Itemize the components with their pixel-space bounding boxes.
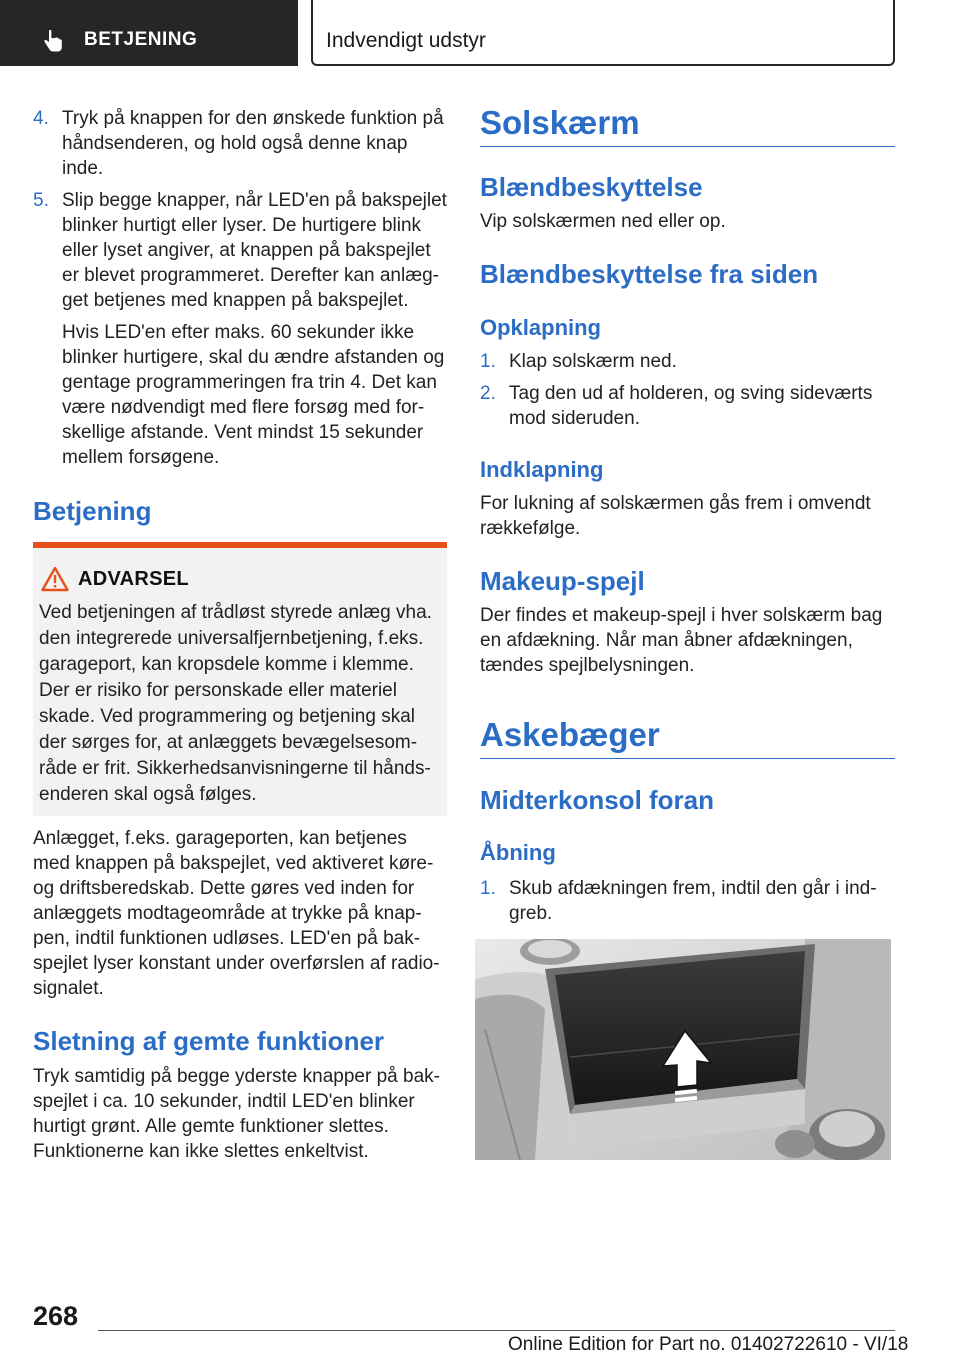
heading-indklapning: Indklapning xyxy=(480,457,604,482)
step-text: Tag den ud af holderen, og sving sideværts mod sideruden. xyxy=(509,383,873,429)
heading-midterkonsol: Midterkonsol foran xyxy=(480,785,715,815)
section-tab xyxy=(0,0,298,66)
step-number: 5. xyxy=(33,190,49,211)
step-text: Skub afdækningen frem, indtil den går i ind‐ greb. xyxy=(509,878,877,924)
paragraph-sletning: Tryk samtidig på begge yderste knapper på bak‐ spejlet i ca. 10 sekunder, indtil LED'en blinker hurtigt grønt. Alle gemte funktioner slettes. Funktionerne kan ikke slettes enkeltvist. xyxy=(33,1066,440,1162)
heading-rule xyxy=(480,758,895,759)
warning-text: Ved betjeningen af trådløst styrede anlæg vha. den integrerede universalfjernbetjening, f.eks. garageport, kan kropsdele komme i klemme. Der er risiko for personskade eller materiel skade. Ved programmering og betjening skal der sørges for, at anlæggets bevægelsesom‐ råde er frit. Sikkerhedsanvisningerne til hånds‐ enderen skal også følges. xyxy=(39,602,432,805)
heading-askebaeger: Askebæger xyxy=(480,716,660,753)
paragraph-indklapning: For lukning af solskærmen gås frem i omvendt rækkefølge. xyxy=(480,493,871,539)
step-text: Slip begge knapper, når LED'en på bakspejlet blinker hurtigt eller lyser. De hurtigere blink eller lyset angiver, at knappen på bakspejlet er blevet programmeret. Derefter kan anlæg‐ get betjenes med knappen på bakspejlet. xyxy=(62,190,447,311)
footer-rule xyxy=(98,1330,895,1331)
paragraph-blaend: Vip solskærmen ned eller op. xyxy=(480,211,726,232)
warning-title: ADVARSEL xyxy=(78,568,189,590)
footer-edition: Online Edition for Part no. 01402722610 - VI/18 xyxy=(508,1334,909,1355)
step-number: 4. xyxy=(33,108,49,129)
heading-betjening: Betjening xyxy=(33,496,152,526)
heading-blaendbeskyttelse: Blændbeskyttelse xyxy=(480,172,703,202)
paragraph-anlaeg: Anlægget, f.eks. garageporten, kan betjenes med knappen på bakspejlet, ved aktiveret køre‐ og driftsberedskab. Dette gøres ved inden for anlæggets modtageområde at trykke på knap‐ pen, indtil funktionen udløses. LED'en på bak‐ spejlet lyser konstant under overførslen af radio‐ signalet. xyxy=(33,828,440,999)
step-text: Klap solskærm ned. xyxy=(509,351,677,372)
warning-box xyxy=(33,542,447,816)
step-number: 2. xyxy=(480,383,496,404)
section-title: BETJENING xyxy=(84,29,198,50)
heading-rule xyxy=(480,146,895,147)
heading-blaend-side: Blændbeskyttelse fra siden xyxy=(480,259,819,289)
chapter-title: Indvendigt udstyr xyxy=(326,29,486,52)
page-number: 268 xyxy=(33,1301,79,1331)
heading-sletning: Sletning af gemte funktioner xyxy=(33,1026,385,1056)
heading-opklapning: Opklapning xyxy=(480,315,601,340)
step-number: 1. xyxy=(480,351,496,372)
paragraph-makeup: Der findes et makeup-spejl i hver solskærm bag en afdækning. Når man åbner afdækningen, tændes spejlbelysningen. xyxy=(480,605,883,676)
step-note: Hvis LED'en efter maks. 60 sekunder ikke blinker hurtigere, skal du ændre afstanden og gentage programmeringen fra trin 4. Det kan være nødvendigt med flere forsøg med for‐ skellige afstande. Vent mindst 15 sekunder mellem forsøgene. xyxy=(62,322,445,468)
step-number: 1. xyxy=(480,878,496,899)
hand-pointer-icon xyxy=(40,28,66,54)
heading-solskaerm: Solskærm xyxy=(480,104,640,141)
step-text: Tryk på knappen for den ønskede funktion på håndsenderen, og hold også denne knap inde. xyxy=(62,108,444,179)
warning-triangle-icon xyxy=(41,566,69,592)
heading-makeup: Makeup-spejl xyxy=(480,566,645,596)
ashtray-illustration xyxy=(475,939,891,1160)
heading-aabning: Åbning xyxy=(480,840,556,865)
